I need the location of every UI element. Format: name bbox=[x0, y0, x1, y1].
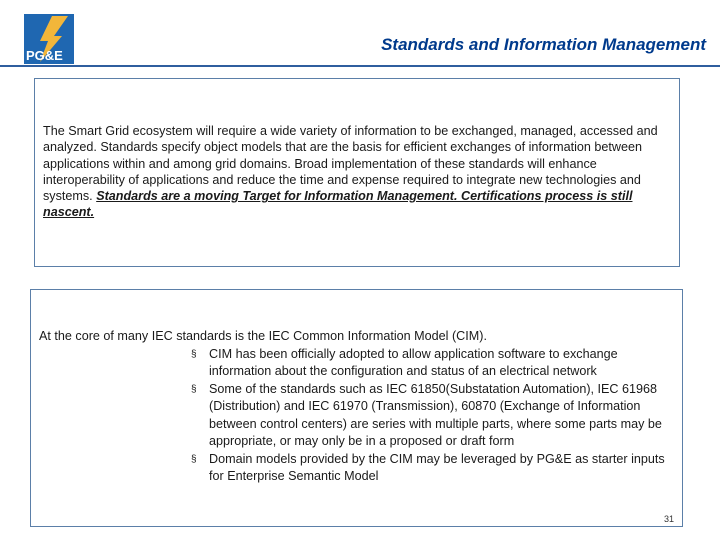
pge-logo bbox=[24, 14, 74, 64]
standards-emphasis-text: Standards are a moving Target for Information Management. Certifications process is still nascent. bbox=[43, 189, 633, 220]
standards-paragraph bbox=[43, 123, 675, 221]
cim-text-box bbox=[30, 289, 683, 527]
bullet-icon: § bbox=[191, 348, 197, 360]
bullet-icon: § bbox=[191, 383, 197, 395]
bullet-text: CIM has been officially adopted to allow application software to exchange information about the configuration and status of an electrical network bbox=[209, 346, 618, 378]
cim-bullet-list bbox=[39, 346, 679, 486]
list-item bbox=[189, 346, 679, 381]
list-item bbox=[189, 451, 679, 486]
standards-body-text: The Smart Grid ecosystem will require a wide variety of information to be exchanged, managed, accessed and analyzed. Standards specify object models that are the basis for efficient exchanges of information between applications within and among grid domains. Broad implementation of these standards will enhance interoperability of applications and reduce the time and expense required to integrate new technologies and systems. bbox=[43, 124, 658, 204]
standards-text-box bbox=[34, 78, 680, 267]
list-item bbox=[189, 381, 679, 451]
page-number: 31 bbox=[663, 514, 674, 524]
bullet-text: Some of the standards such as IEC 61850(Substatation Automation), IEC 61968 (Distribution) and IEC 61970 (Transmission), 60870 (Exchange of Information between control centers) are series with multiple parts, where some parts may be appropriate, or may only be in a proposed or draft form bbox=[209, 381, 662, 448]
bullet-text: Domain models provided by the CIM may be leveraged by PG&E as starter inputs for Enterprise Semantic Model bbox=[209, 451, 665, 483]
bullet-icon: § bbox=[191, 453, 197, 465]
cim-intro: At the core of many IEC standards is the IEC Common Information Model (CIM). bbox=[39, 329, 487, 343]
page-title: Standards and Information Management bbox=[381, 35, 706, 54]
logo-text: PG&E bbox=[26, 48, 63, 63]
cim-content bbox=[39, 328, 679, 486]
header-divider bbox=[0, 65, 720, 67]
